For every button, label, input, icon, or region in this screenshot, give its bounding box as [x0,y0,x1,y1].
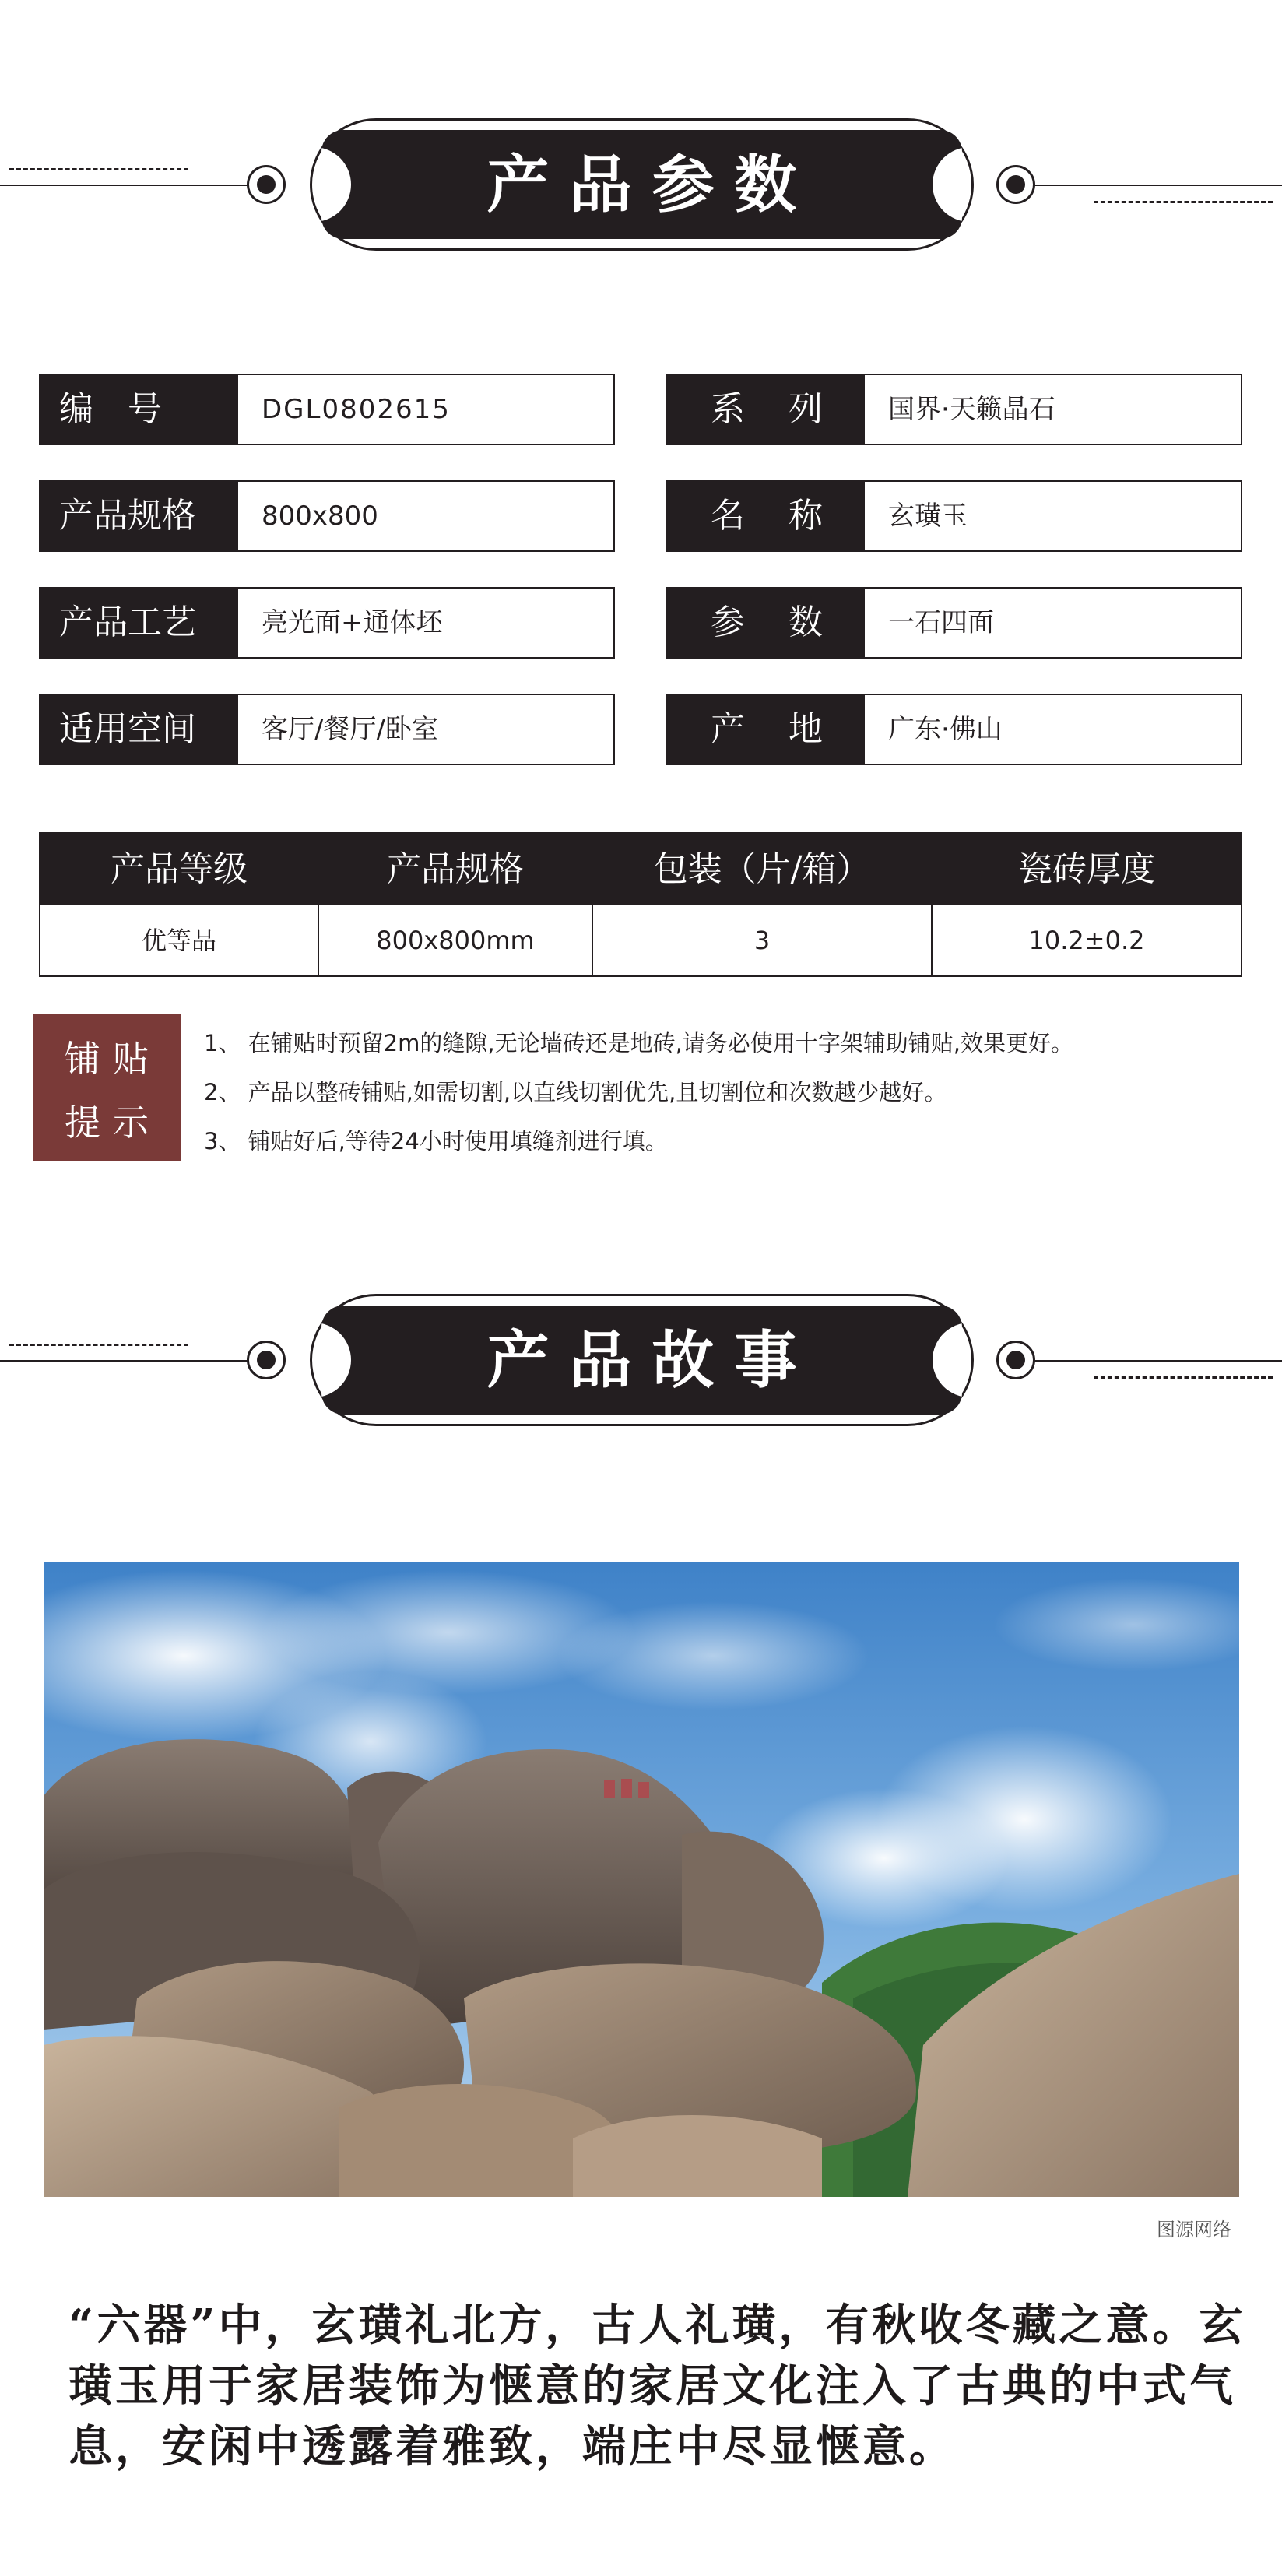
tip-label-line: 提示 [65,1102,161,1144]
circle-dot-icon [996,1341,1035,1379]
tip-label-box [33,1014,181,1161]
spec-row-number [39,374,615,445]
tip-item: 2、 产品以整砖铺贴,如需切割,以直线切割优先,且切割位和次数越少越好。 [204,1079,947,1105]
rocks-photo [44,1562,1239,2197]
decorative-dash-left [9,168,188,170]
spec-row-size [39,480,615,552]
grade-table [39,832,1242,977]
decorative-dash-left [9,1344,188,1346]
spec-label: 产品工艺 [40,589,238,657]
circle-dot-icon [247,1341,286,1379]
spec-label: 名称 [667,482,865,550]
spec-row-series [666,374,1242,445]
spec-row-origin [666,694,1242,765]
spec-row-space [39,694,615,765]
circle-dot-icon [996,165,1035,204]
spec-value: 玄璜玉 [888,501,968,532]
spec-label: 产品规格 [40,482,238,550]
spec-label: 产地 [667,695,865,764]
spec-label: 编 号 [40,375,238,444]
spec-row-craft [39,587,615,659]
section-title: 产品参数 [486,148,817,221]
table-cell: 3 [753,926,771,955]
table-header-cell: 产品等级 [111,849,248,889]
decorative-line-left [0,1360,253,1362]
circle-dot-icon [247,165,286,204]
decorative-line-right [1029,185,1282,186]
decorative-dash-right [1094,201,1273,203]
table-cell: 10.2±0.2 [1028,926,1145,955]
spec-value: 国界·天籁晶石 [888,394,1055,425]
spec-value: DGL0802615 [262,394,451,425]
table-divider [318,834,319,975]
spec-value: 亮光面+通体坯 [262,607,443,638]
tip-item: 1、 在铺贴时预留2m的缝隙,无论墙砖还是地砖,请务必使用十字架辅助铺贴,效果更好。 [204,1030,1074,1056]
spec-value: 客厅/餐厅/卧室 [262,714,438,745]
table-header-cell: 瓷砖厚度 [1018,849,1155,889]
decorative-dash-right [1094,1376,1273,1379]
spec-value: 800x800 [262,501,378,532]
decorative-line-right [1029,1360,1282,1362]
spec-value: 广东·佛山 [888,714,1003,745]
spec-label: 系列 [667,375,865,444]
story-text: “六器”中，玄璜礼北方，古人礼璜，有秋收冬藏之意。玄璜玉用于家居装饰为惬意的家居文化注入了古典的中式气息，安闲中透露着雅致，端庄中尽显惬意。 [68,2300,1246,2472]
table-header-cell: 产品规格 [387,849,524,889]
table-cell: 800x800mm [376,926,535,955]
decorative-line-left [0,185,253,186]
spec-row-name [666,480,1242,552]
tip-item: 3、 铺贴好后,等待24小时使用填缝剂进行填。 [204,1128,668,1154]
spec-row-param [666,587,1242,659]
spec-label: 适用空间 [40,695,238,764]
section-title: 产品故事 [486,1323,817,1397]
section-header-params [0,115,1282,255]
table-divider [931,834,933,975]
tip-label-line: 铺贴 [65,1038,161,1080]
photo-caption: 图源网络 [1157,2219,1231,2240]
spec-label: 参数 [667,589,865,657]
section-header-story [0,1291,1282,1431]
table-divider [592,834,593,975]
table-cell: 优等品 [141,926,216,955]
spec-value: 一石四面 [888,607,994,638]
table-header-cell: 包装（片/箱） [653,849,871,889]
